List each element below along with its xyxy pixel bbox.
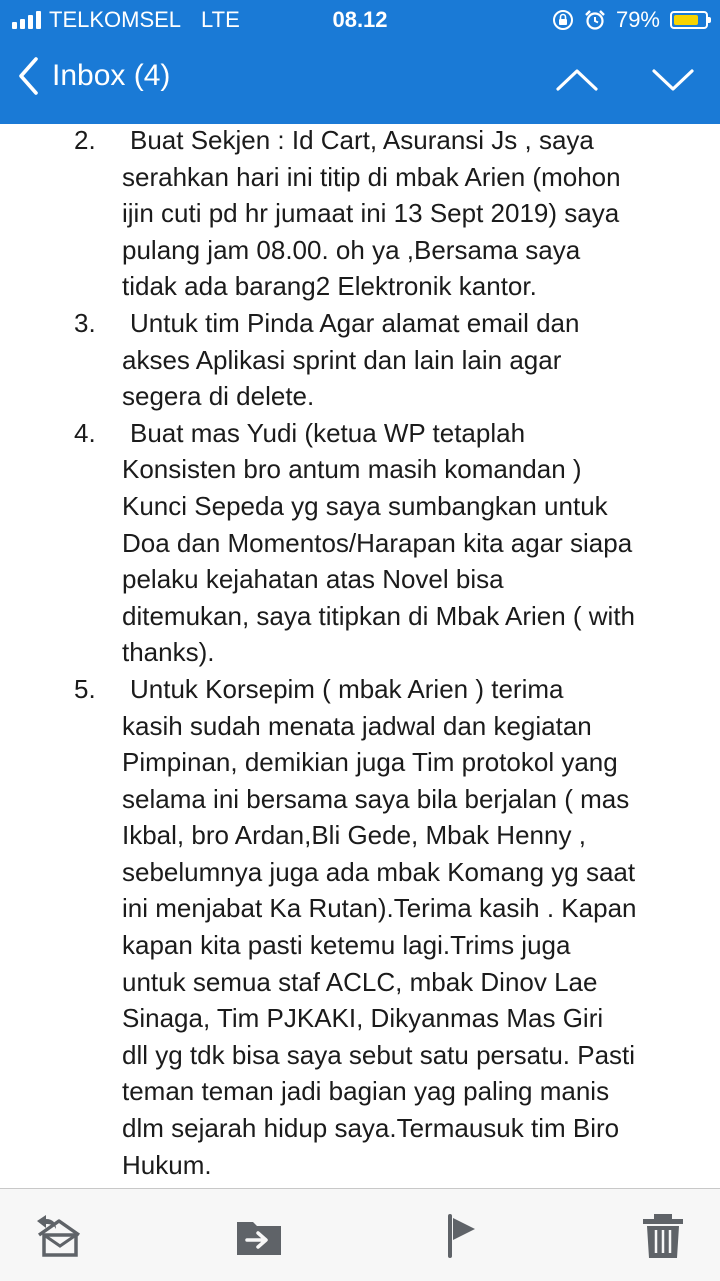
text-line: sebelumnya juga ada mbak Komang yg saat [122,856,636,887]
previous-message-icon[interactable] [554,60,600,100]
text-line: ditemukan, saya titipkan di Mbak Arien ( with [122,600,636,631]
text-line: Untuk Korsepim ( mbak Arien ) terima [130,673,564,704]
text-line: pulang jam 08.00. oh ya ,Bersama saya [122,234,581,265]
status-bar [0,0,720,40]
text-line: Sinaga, Tim PJKAKI, Dikyanmas Mas Giri [122,1003,604,1034]
text-line: Kunci Sepeda yg saya sumbangkan untuk [122,490,608,521]
text-line: Buat Sekjen : Id Cart, Asuransi Js , saya [130,125,594,155]
carrier-name: TELKOMSEL [49,7,182,32]
next-message-icon[interactable] [650,60,696,100]
rotation-lock-icon [552,9,574,31]
text-line: Buat mas Yudi (ketua WP tetaplah [130,417,526,448]
text-line: tidak ada barang2 Elektronik kantor. [122,271,537,302]
text-line: ini menjabat Ka Rutan).Terima kasih . Kapan [122,893,637,924]
text-line: Untuk tim Pinda Agar alamat email dan [130,307,580,338]
flag-icon[interactable] [436,1213,486,1259]
list-number: 4. [74,417,96,448]
text-line: selama ini bersama saya bila berjalan ( mas [122,783,630,814]
clock: 08.12 [332,7,388,32]
list-item [0,415,720,671]
header [0,0,720,124]
battery-icon [670,11,708,29]
text-line: Pimpinan, demikian juga Tim protokol yang [122,747,618,778]
list-item [0,305,720,415]
numbered-list [0,124,720,1183]
back-label: Inbox (4) [52,59,171,92]
text-line: Ikbal, bro Ardan,Bli Gede, Mbak Henny , [122,820,586,851]
text-line: kasih sudah menata jadwal dan kegiatan [122,710,592,741]
back-button[interactable] [16,56,170,96]
text-line: pelaku kejahatan atas Novel bisa [122,564,504,595]
list-number: 5. [74,673,96,704]
network-type: LTE [201,7,240,32]
text-line: serahkan hari ini titip di mbak Arien (mohon [122,161,621,192]
move-to-folder-icon[interactable] [234,1213,284,1259]
text-line: Konsisten bro antum masih komandan ) [122,454,582,485]
battery-fill [674,15,698,25]
text-line: Hukum. [122,1149,212,1180]
text-line: segera di delete. [122,381,315,412]
message-body[interactable] [0,124,720,1188]
list-number: 3. [74,307,96,338]
text-line: thanks). [122,637,215,668]
bottom-toolbar [0,1188,720,1281]
battery-percent: 79% [615,7,660,32]
reply-mail-icon[interactable] [34,1213,84,1259]
list-item [0,124,720,305]
list-item [0,671,720,1183]
text-line: dll yg tdk bisa saya sebut satu persatu. Pasti [122,1039,636,1070]
alarm-icon [584,9,606,31]
chevron-left-icon [16,56,40,96]
trash-icon[interactable] [638,1213,688,1259]
text-line: untuk semua staf ACLC, mbak Dinov Lae [122,966,598,997]
text-line: teman teman jadi bagian yag paling manis [122,1076,610,1107]
text-line: dlm sejarah hidup saya.Termausuk tim Biro [122,1113,620,1144]
status-right [552,7,708,33]
list-number: 2. [74,125,96,155]
text-line: kapan kita pasti ketemu lagi.Trims juga [122,930,571,961]
navigation-bar [0,40,720,124]
text-line: ijin cuti pd hr jumaat ini 13 Sept 2019) saya [122,198,620,229]
text-line: akses Aplikasi sprint dan lain lain agar [122,344,562,375]
text-line: Doa dan Momentos/Harapan kita agar siapa [122,527,633,558]
